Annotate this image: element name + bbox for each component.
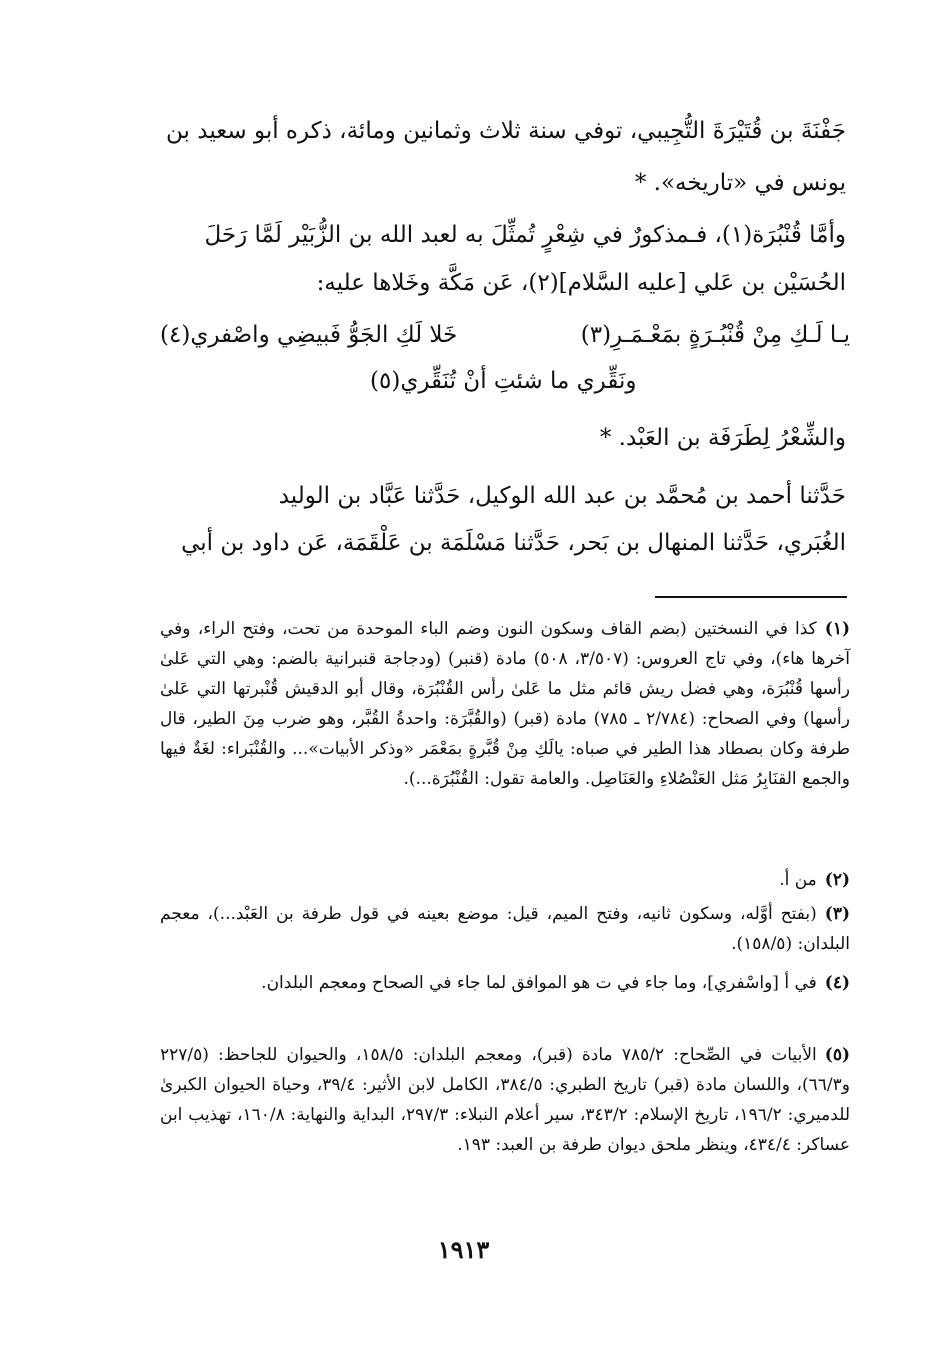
footnote-separator xyxy=(655,596,847,598)
paragraph-2-line-1: وأمَّا قُنْبُرَة(١)، فـمذكورٌ في شِعْرٍ تُمثِّلَ به لعبد الله بن الزُّبَيْر لَمَّا رَحَلَ xyxy=(204,222,846,248)
footnote-2 xyxy=(160,865,850,895)
footnote-number: (١) xyxy=(824,619,850,639)
footnote-3 xyxy=(160,899,850,959)
paragraph-1-line-1: جَفْنَةَ بن قُتَيْرَةَ التُّجِيبي، توفي سنة ثلاث وثمانين ومائة، ذكره أبو سعيد بن xyxy=(166,118,846,144)
footnote-4 xyxy=(160,968,850,998)
verse-second-hemistich: خَلا لَكِ الجَوُّ فَبيضِي واصْفري(٤) xyxy=(160,322,458,348)
footnote-text: في أ [واسْفري]، وما جاء في ت هو الموافق لما جاء في الصحاح ومعجم البلدان. xyxy=(261,973,817,993)
footnote-number: (٤) xyxy=(824,973,850,993)
paragraph-4-line-1: حَدَّثنا أحمد بن مُحمَّد بن عبد الله الوكيل، حَدَّثنا عَبَّاد بن الوليد xyxy=(278,483,846,509)
paragraph-2-line-2: الحُسَيْن بن عَلي [عليه السَّلام](٢)، عَن مَكَّة وخَلاها عليه: xyxy=(316,270,846,296)
verse-line-1 xyxy=(150,322,850,362)
footnote-text: كذا في النسختين (بضم القاف وسكون النون وضم الباء الموحدة من تحت، وفتح الراء، وفي آخرها هاء)، وفي تاج العروس: (٣/٥٠٧، ٥٠٨) مادة (قنبر) (ودجاجة قنبرانية بالضم: وهي التي عَلىٰ رأسها قُنْبُرَة، وهي فضل ريش قائم مثل ما عَلىٰ رأس القُنْبُرَة، وقال أبو الدقيش قُنْبرتها التي عَلىٰ رأسها) وفي الصحاح: (٢/٧٨٤ ـ ٧٨٥) مادة (قبر) (والقُبَّرَة: واحدةُ القُبَّر، وهو ضرب مِنَ الطير، قال طرفة وكان بصطاد هذا الطير في صباه: يالَكِ مِنْ قُبَّرةٍ بمَعْمَر «وذكر الأبيات»... والقُنْبَراء: لغَةٌ فيها والجمع القنَابِرُ مَثل العَنْصُلاءِ والعَنَاصِل. والعامة تقول: القُنْبُرَة...). xyxy=(160,619,850,789)
paragraph-4-line-2: الغُبَري، حَدَّثنا المنهال بن بَحر، حَدَّثنا مَسْلَمَة بن عَلْقَمَة، عَن داود بن أبي xyxy=(181,530,846,556)
footnote-text: (بفتح أوَّله، وسكون ثانيه، وفتح الميم، قيل: موضع بعينه في قول طرفة بن العَبْد...)، معجم البلدان: (١٥٨/٥). xyxy=(160,904,850,954)
paragraph-3: والشِّعْرُ لِطَرَفَة بن العَبْد. * xyxy=(599,425,846,451)
verse-third-hemistich: ونَقِّري ما شئتِ أنْ تُنَقِّري(٥) xyxy=(370,368,637,394)
footnote-text: من أ. xyxy=(779,870,817,890)
footnote-text: الأبيات في الصِّحاح: ٧٨٥/٢ مادة (قبر)، ومعجم البلدان: ١٥٨/٥، والحيوان للجاحظ: (٢٢٧/٥ و٦٦/٣)، واللسان مادة (قبر) تاريخ الطبري: ٣٨٤/٥، الكامل لابن الأثير: ٣٩/٤، وحياة الحيوان الكبرىٰ للدميري: ١٩٦/٢، تاريخ الإسلام: ٣٤٣/٢، سير أعلام النبلاء: ٢٩٧/٣، البداية والنهاية: ١٦٠/٨، تهذيب ابن عساكر: ٤٣٤/٤، وينظر ملحق ديوان طرفة بن العبد: ١٩٣. xyxy=(160,1045,851,1155)
verse-line-2 xyxy=(150,368,850,408)
paragraph-1-line-2: يونس في «تاريخه». * xyxy=(634,170,846,196)
footnote-5 xyxy=(160,1040,850,1160)
footnote-number: (٥) xyxy=(824,1045,850,1065)
footnote-1 xyxy=(160,614,850,794)
footnote-number: (٢) xyxy=(824,870,850,890)
page-number: ١٩١٣ xyxy=(437,1235,490,1264)
footnote-number: (٣) xyxy=(824,904,850,924)
verse-first-hemistich: يـا لَـكِ مِنْ قُنْبُـرَةٍ بمَعْـمَـرِ(٣) xyxy=(580,322,850,348)
